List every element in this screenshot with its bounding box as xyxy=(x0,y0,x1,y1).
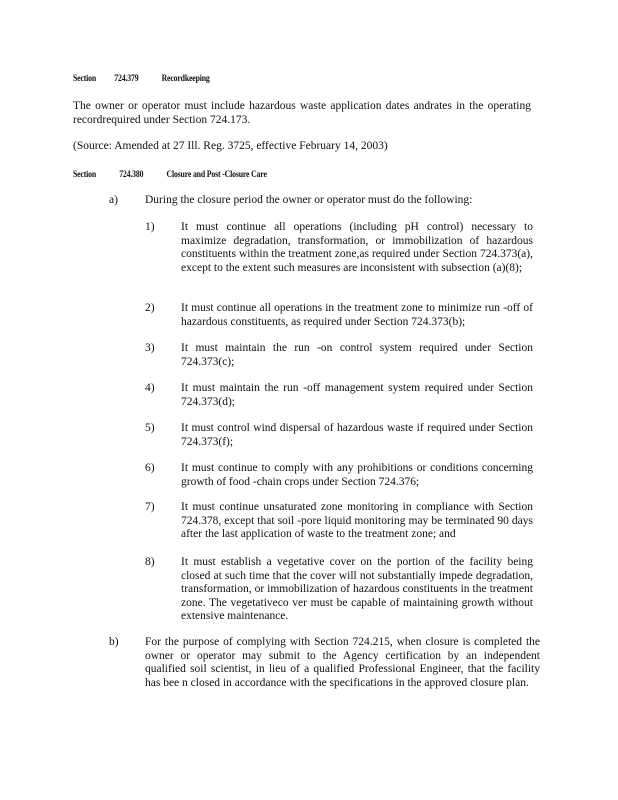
item-6-text: It must continue to comply with any prohibitions or conditions concerning growth of food -chain crops under Section 724.376; xyxy=(181,462,533,488)
item-2-text: It must continue all operations in the treatment zone to minimize run -off of hazardous constituents, as required under Section 724.373(b); xyxy=(181,302,533,328)
source-note: (Source: Amended at 27 Ill. Reg. 3725, effective February 14, 2003) xyxy=(73,140,388,152)
subsection-b-marker: b) xyxy=(109,636,119,648)
section-number: 724.379 xyxy=(114,74,139,84)
item-3-text: It must maintain the run -on control system required under Section 724.373(c); xyxy=(181,342,533,368)
item-5-number: 5) xyxy=(145,422,155,434)
item-6-number: 6) xyxy=(145,462,155,474)
section-title: Closure and Post -Closure Care xyxy=(166,170,267,180)
section-label: Section xyxy=(73,74,97,84)
item-1-number: 1) xyxy=(145,221,155,233)
subsection-a-text: During the closure period the owner or operator must do the following: xyxy=(145,194,473,206)
subsection-a-marker: a) xyxy=(109,194,118,206)
item-4-text: It must maintain the run -off management system required under Section 724.373(d); xyxy=(181,382,533,408)
item-1-text: It must continue all operations (including pH control) necessary to maximize degradation, transformation, or immobilization of hazardous constituents within the treatment zone,as required under Section 724.373(a), except to the extent such measures are inconsistent with subsection (a)(8); xyxy=(181,221,533,274)
section-724-379-text: The owner or operator must include hazardous waste application dates andrates in the operating recordrequired under Section 724.173. xyxy=(73,100,531,126)
item-3-number: 3) xyxy=(145,342,155,354)
item-8-text: It must establish a vegetative cover on the portion of the facility being closed at such time that the cover will not substantially impede degradation, transformation, or immobilization of hazardous constituents in the treatment zone. The vegetativeco ver must be capable of maintaining growth without extensive maintenance. xyxy=(181,556,533,622)
item-5-text: It must control wind dispersal of hazardous waste if required under Section 724.373(f); xyxy=(181,422,533,448)
section-724-379-heading xyxy=(73,74,210,84)
item-7-number: 7) xyxy=(145,501,155,513)
section-label: Section xyxy=(73,170,97,180)
item-2-number: 2) xyxy=(145,302,155,314)
section-title: Recordkeeping xyxy=(161,74,210,84)
section-724-380-heading xyxy=(73,170,267,180)
item-8-number: 8) xyxy=(145,556,155,568)
item-4-number: 4) xyxy=(145,382,155,394)
section-number: 724.380 xyxy=(119,170,144,180)
item-7-text: It must continue unsaturated zone monitoring in compliance with Section 724.378, except that soil -pore liquid monitoring may be terminated 90 days after the last application of waste to the treatment zone; and xyxy=(181,501,533,540)
subsection-b-text: For the purpose of complying with Section 724.215, when closure is completed the owner or operator may submit to the Agency certification by an independent qualified soil scientist, in lieu of a qualified Professional Engineer, that the facility has bee n closed in accordance with the specifications in the approved closure plan. xyxy=(145,636,540,689)
